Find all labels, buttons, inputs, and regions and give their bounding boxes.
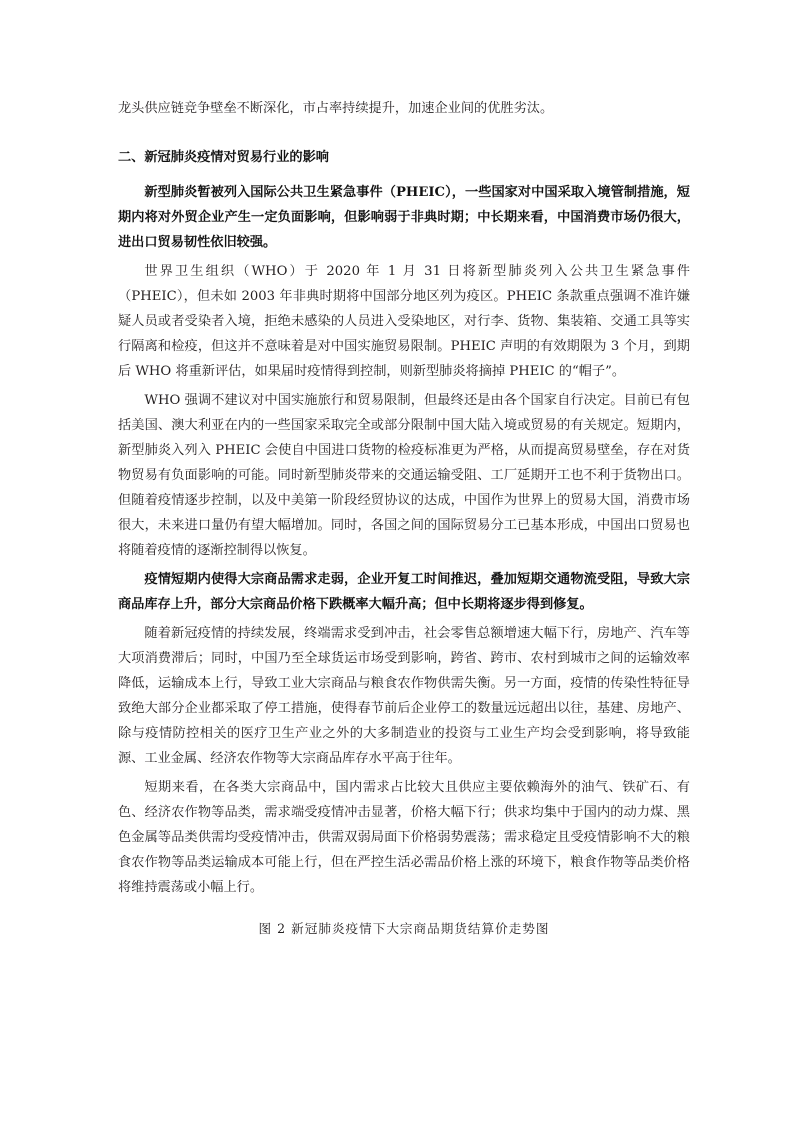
figure-caption: 图 2 新冠肺炎疫情下大宗商品期货结算价走势图	[258, 921, 550, 936]
text-column	[118, 96, 690, 940]
body-paragraph-1: 世界卫生组织（WHO）于 2020 年 1 月 31 日将新型肺炎列入公共卫生紧急事件（PHEIC），但未如 2003 年非典时期将中国部分地区列为疫区。PHEIC 条款重点强调不准许嫌疑人员或者受染者入境，拒绝未感染的人员进入受染地区，对行李、货物、集装箱、交通工具等实行隔离和检疫，但这并不意味着是对中国实施贸易限制。PHEIC 声明的有效期限为 3 个月，到期后 WHO 将重新评估，如果届时疫情得到控制，则新型肺炎将摘掉 PHEIC 的“帽子”。	[118, 264, 690, 379]
summary-paragraph-2: 疫情短期内使得大宗商品需求走弱，企业开复工时间推迟，叠加短期交通物流受阻，导致大宗商品库存上升，部分大宗商品价格下跌概率大幅升高；但中长期将逐步得到修复。	[118, 572, 690, 612]
body-paragraph-4: 短期来看，在各类大宗商品中，国内需求占比较大且供应主要依赖海外的油气、铁矿石、有色、经济农作物等品类，需求端受疫情冲击显著，价格大幅下行；供求均集中于国内的动力煤、黑色金属等品类供需均受疫情冲击，供需双弱局面下价格弱势震荡；需求稳定且受疫情影响不大的粮食农作物等品类运输成本可能上行，但在严控生活必需品价格上涨的环境下，粮食作物等品类价格将维持震荡或小幅上行。	[118, 780, 690, 895]
body-paragraph-3: 随着新冠疫情的持续发展，终端需求受到冲击，社会零售总额增速大幅下行，房地产、汽车等大项消费滞后；同时，中国乃至全球货运市场受到影响，跨省、跨市、农村到城市之间的运输效率降低，运输成本上行，导致工业大宗商品与粮食农作物供需失衡。另一方面，疫情的传染性特征导致绝大部分企业都采取了停工措施，使得春节前后企业停工的数量远远超出以往，基建、房地产、除与疫情防控相关的医疗卫生产业之外的大多制造业的投资与工业生产均会受到影响，将导致能源、工业金属、经济农作物等大宗商品库存水平高于往年。	[118, 626, 690, 766]
summary-paragraph-1: 新型肺炎暂被列入国际公共卫生紧急事件（PHEIC），一些国家对中国采取入境管制措施，短期内将对外贸企业产生一定负面影响，但影响弱于非典时期；中长期来看，中国消费市场仍很大，进出口贸易韧性依旧较强。	[118, 185, 690, 250]
body-paragraph-2: WHO 强调不建议对中国实施旅行和贸易限制，但最终还是由各个国家自行决定。目前已有包括美国、澳大利亚在内的一些国家采取完全或部分限制中国大陆入境或贸易的有关规定。短期内，新型肺炎入列入 PHEIC 会使自中国进口货物的检疫标准更为严格，从而提高贸易壁垒，存在对货物贸易有负面影响的可能。同时新型肺炎带来的交通运输受阻、工厂延期开工也不利于货物出口。但随着疫情逐步控制，以及中美第一阶段经贸协议的达成，中国作为世界上的贸易大国，消费市场很大，未来进口量仍有望大幅增加。同时，各国之间的国际贸易分工已基本形成，中国出口贸易也将随着疫情的逐渐控制得以恢复。	[118, 393, 690, 558]
continued-paragraph: 龙头供应链竞争壁垒不断深化，市占率持续提升，加速企业间的优胜劣汰。	[118, 101, 554, 116]
section-heading: 二、新冠肺炎疫情对贸易行业的影响	[118, 150, 329, 165]
